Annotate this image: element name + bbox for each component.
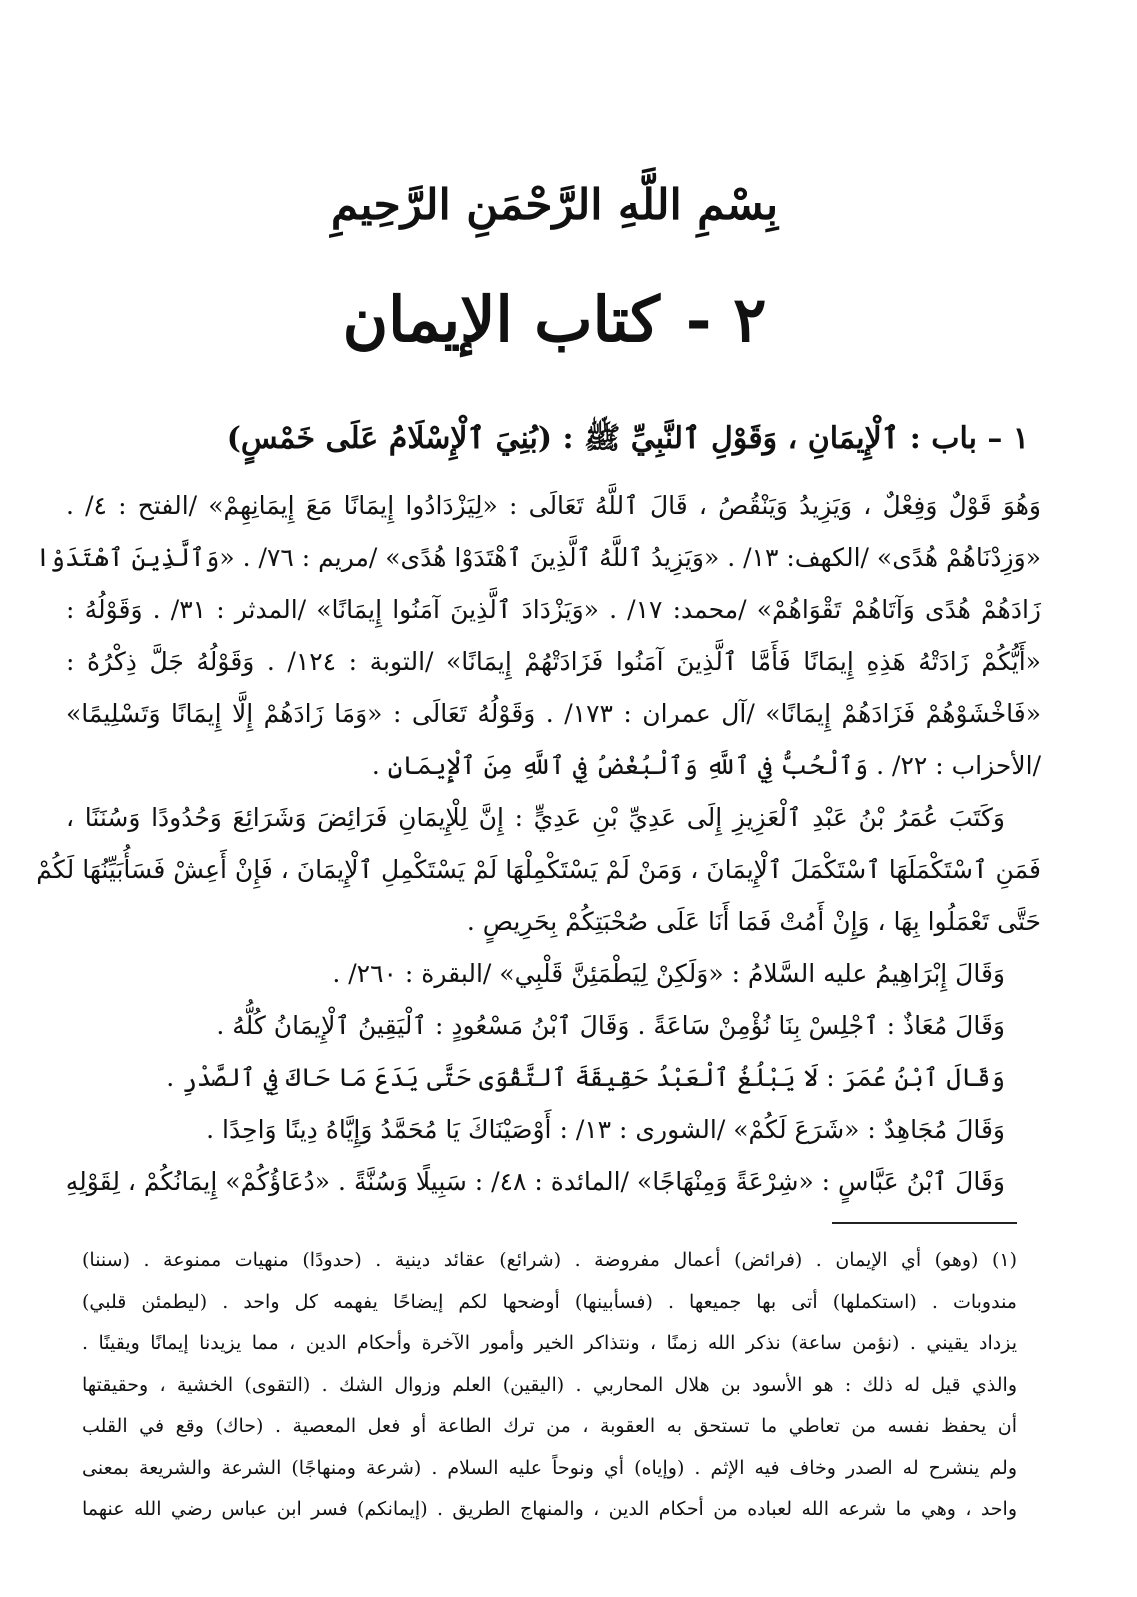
- basmala-heading: بِسْمِ اللَّهِ الرَّحْمَنِ الرَّحِيمِ: [330, 180, 779, 229]
- text-line: وَهُوَ قَوْلٌ وَفِعْلٌ ، وَيَزِيدُ وَيَنْقُصُ ، قَالَ ٱللَّهُ تَعَالَى : «لِيَزْدَادُوا إِيمَانًا مَعَ إِيمَانِهِمْ» /الفتح : ٤/ .: [66, 491, 1041, 520]
- chapter-label: ١ – باب :: [909, 421, 1029, 456]
- footnote-line: واحد ، وهي ما شرعه الله لعباده من أحكام الدين ، والمنهاج الطريق . (إيمانكم) فسر ابن عباس رضي الله عنهما: [82, 1498, 1018, 1520]
- text-line: وَقَالَ إِبْرَاهِيمُ عليه السَّلامُ : «وَلَكِنْ لِيَطْمَئِنَّ قَلْبِي» /البقرة : ٢٦٠/ .: [332, 959, 1005, 988]
- footnote-line: (١) (وهو) أي الإيمان . (فرائض) أعمال مفروضة . (شرائع) عقائد دينية . (حدودًا) منهيات ممنوعة . (سننا): [82, 1249, 1017, 1271]
- text-line: حَتَّى تَعْمَلُوا بِهَا ، وَإِنْ أَمُتْ فَمَا أَنَا عَلَى صُحْبَتِكُمْ بِحَرِيصٍ .: [466, 907, 1041, 936]
- chapter-title-part1: ٱلْإِيمَانِ ، وَقَوْلِ ٱلنَّبِيِّ ﷺ :: [562, 421, 900, 456]
- text-line: «وَزِدْنَاهُمْ هُدًى» /الكهف: ١٣/ . «وَيَزِيدُ ٱللَّهُ ٱلَّذِينَ ٱهْتَدَوْا هُدًى» /مريم : ٧٦/ . «وَٱلَّذِينَ ٱهْتَدَوْا: [35, 543, 1041, 572]
- text-line: «أَيُّكُمْ زَادَتْهُ هَذِهِ إِيمَانًا فَأَمَّا ٱلَّذِينَ آمَنُوا فَزَادَتْهُمْ إِيمَانًا» /التوبة : ١٢٤/ . وَقَوْلُهُ جَلَّ ذِكْرُهُ :: [66, 647, 1041, 676]
- text-line: وَقَالَ ٱبْنُ عَبَّاسٍ : «شِرْعَةً وَمِنْهَاجًا» /المائدة : ٤٨/ : سَبِيلًا وَسُنَّةً . «دُعَاؤُكُمْ» إِيمَانُكُمْ ، لِقَوْلِهِ: [65, 1167, 1005, 1196]
- footnote-line: ولم ينشرح له الصدر وخاف فيه الإثم . (وإياه) أي ونوحاً عليه السلام . (شرعة ومنهاجًا) الشرعة والشريعة بمعنى: [82, 1456, 1017, 1479]
- book-title: [0, 283, 1109, 356]
- footnote-divider: [832, 1222, 1017, 1224]
- book-number: ٢ -: [685, 283, 767, 356]
- main-text: [35, 480, 1042, 1208]
- book-title-text: كتاب الإيمان: [342, 283, 660, 356]
- text-line: زَادَهُمْ هُدًى وَآتَاهُمْ تَقْوَاهُمْ» /محمد: ١٧/ . «وَيَزْدَادَ ٱلَّذِينَ آمَنُوا إِيمَانًا» /المدثر : ٣١/ . وَقَوْلُهُ :: [66, 595, 1041, 624]
- text-line: وَكَتَبَ عُمَرُ بْنُ عَبْدِ ٱلْعَزِيزِ إِلَى عَدِيِّ بْنِ عَدِيٍّ : إِنَّ لِلْإِيمَانِ فَرَائِضَ وَشَرَائِعَ وَحُدُودًا وَسُنَنًا ،: [66, 803, 1005, 832]
- footnote-line: أن يحفظ نفسه من تعاطي ما تستحق به العقوبة ، من ترك الطاعة أو فعل المعصية . (حاك) وقع في القلب: [82, 1415, 1018, 1437]
- footnote-line: والذي قيل له ذلك : هو الأسود بن هلال المحاربي . (اليقين) العلم وزوال الشك . (التقوى) الخشية ، وحقيقتها: [82, 1373, 1017, 1396]
- text-line: وَقَالَ مُعَاذٌ : ٱجْلِسْ بِنَا نُؤْمِنْ سَاعَةً . وَقَالَ ٱبْنُ مَسْعُودٍ : ٱلْيَقِينُ ٱلْإِيمَانُ كُلُّهُ .: [216, 1011, 1005, 1040]
- text-line: «فَاخْشَوْهُمْ فَزَادَهُمْ إِيمَانًا» /آل عمران : ١٧٣/ . وَقَوْلُهُ تَعَالَى : «وَمَا زَادَهُمْ إِلَّا إِيمَانًا وَتَسْلِيمًا»: [66, 699, 1042, 728]
- text-line: وَقَالَ ٱبْنُ عُمَرَ : لَا يَبْلُغُ ٱلْعَبْدُ حَقِيقَةَ ٱلتَّقْوَى حَتَّى يَدَعَ مَا حَاكَ فِي ٱلصَّدْرِ .: [166, 1063, 1005, 1092]
- chapter-title-part2: (بُنِيَ ٱلْإِسْلَامُ عَلَى خَمْسٍ): [226, 421, 553, 456]
- footnote-line: مندوبات . (استكملها) أتى بها جميعها . (فسأبينها) أوضحها لكم إيضاحًا يفهمه كل واحد . (ليطمئن قلبي): [82, 1290, 1017, 1313]
- text-line: فَمَنِ ٱسْتَكْمَلَهَا ٱسْتَكْمَلَ ٱلْإِيمَانَ ، وَمَنْ لَمْ يَسْتَكْمِلْهَا لَمْ يَسْتَكْمِلِ ٱلْإِيمَانَ ، فَإِنْ أَعِشْ فَسَأُبَيِّنُهَا لَكُمْ: [36, 855, 1041, 884]
- footnote-line: يزداد يقيني . (نؤمن ساعة) نذكر الله زمنًا ، ونتذاكر الخير وأمور الآخرة وأحكام الدين ، مما يزيدنا إيمانًا ويقينًا .: [82, 1332, 1017, 1354]
- text-line: /الأحزاب : ٢٢/ . وَٱلْحُبُّ فِي ٱللَّهِ وَٱلْبُغْضُ فِي ٱللَّهِ مِنَ ٱلْإِيمَانِ .: [371, 751, 1041, 780]
- text-line: وَقَالَ مُجَاهِدٌ : «شَرَعَ لَكُمْ» /الشورى : ١٣/ : أَوْصَيْنَاكَ يَا مُحَمَّدُ وَإِيَّاهُ دِينًا وَاحِدًا .: [206, 1115, 1005, 1144]
- footnotes: [82, 1240, 1017, 1531]
- chapter-heading: [79, 420, 1029, 463]
